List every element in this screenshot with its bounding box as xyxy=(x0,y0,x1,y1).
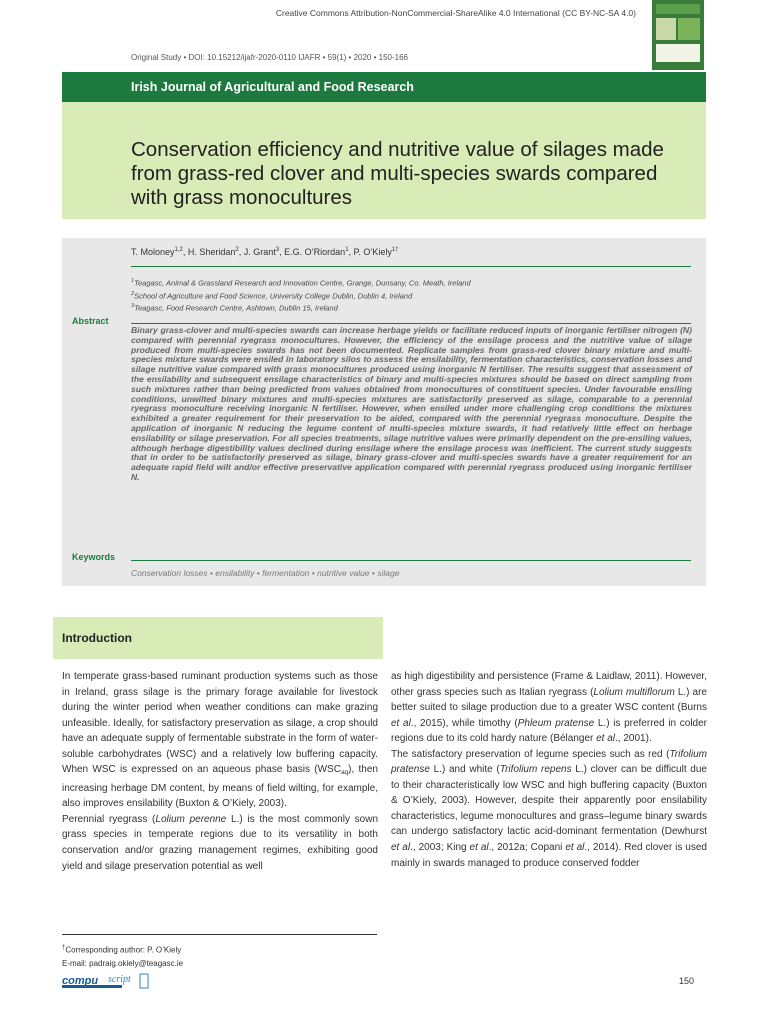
affiliation: $^3$Teagasc, Food Research Centre, Ashtown, Dublin 15, Ireland xyxy=(131,303,338,313)
journal-banner xyxy=(62,72,706,102)
keywords-text: Conservation losses • ensilability • fermentation • nutritive value • silage xyxy=(131,568,400,578)
keywords-label: Keywords xyxy=(72,552,116,562)
affiliations xyxy=(131,276,471,314)
paragraph: Perennial ryegrass (Lolium perenne L.) is the most commonly sown grass species in temperate regions due to its versatility in both conservation and/or grazing management regimes, exhibiting good yield and silage preservation potential as well xyxy=(62,813,379,872)
svg-text:script: script xyxy=(108,974,131,985)
paragraph: as high digestibility and persistence (Frame & Laidlaw, 2011). However, other grass species such as Italian ryegrass (Lolium multiflorum L.) are better suited to silage production due to a greater WSC content (Burns et al., 2015), while timothy (Phleum pratense L.) is preferred in colder regions due to its cold hardy nature (Bélanger et al., 2001). xyxy=(391,671,707,745)
author: J. Grant xyxy=(243,247,276,257)
footnote: †Corresponding author: P. O’Kiely E-mail: padraig.okiely@teagasc.ie xyxy=(62,945,184,968)
journal-name: Irish Journal of Agricultural and Food Research xyxy=(131,80,414,94)
author: T. Moloney xyxy=(131,247,175,257)
license-line: Creative Commons Attribution-NonCommercial-ShareAlike 4.0 International (CC BY-NC-SA 4.0) xyxy=(275,8,636,18)
corresponding-author: Corresponding author: P. O’Kiely xyxy=(65,945,182,955)
title-box xyxy=(62,102,706,219)
introduction-heading-box xyxy=(53,617,383,659)
svg-text:compu: compu xyxy=(62,975,99,987)
abstract-text: Binary grass-clover and multi-species swards can increase herbage yields or facilitate reduced inputs of inorganic fertiliser nitrogen (N) compared with perennial ryegrass monocultures. However, the efficiency of the ensilage process and the nutritive value of silage produced from multi-species swards has not been documented. Replicate samples from grass-red clover binary mixture and multi-species mixture swards were ensiled in laboratory silos to assess the ensilability, fermentation characteristics, conservation losses and silage nutritive value compared with grass monocultures produced using inorganic N fertiliser. The results suggest that assessment of the ensilability and subsequent ensilage characteristics of binary and multi-species mixtures should be based on direct sampling from such mixtures rather than being predicted from values obtained from monocultures of constituent species. Under favourable ensiling conditions, unwilted binary mixtures and multi-species mixtures are satisfactorily preserved as silage, comparable to a perennial ryegrass monoculture receiving inorganic N fertiliser. However, when ensiled under more challenging crop conditions the mixtures exhibited a greater requirement for their preservation to be aided, compared with the perennial ryegrass monoculture. Despite the application of inorganic N reducing the legume content of multi-species mixture swards, it had relatively little effect on herbage ensilability or silage preservation. For all species treatments, silage nutritive values were primarily dependent on the pre-ensiling values, although herbage digestibility values declined during ensilage where the ensilage process was inefficient. The current study suggests that in order to be satisfactorily preserved as silage, binary grass-clover and multi-species swards have a greater requirement for an adequate rapid field wilt and/or effective preservative application compared with perennial ryegrass produced using inorganic fertiliser N. xyxy=(131,325,692,482)
publisher-logo-icon xyxy=(62,972,152,992)
article-title: Conservation efficiency and nutritive value of silages made from grass-red clover and multi-species swards compared with grass monocultures xyxy=(131,138,664,209)
divider xyxy=(131,266,691,267)
introduction-heading: Introduction xyxy=(62,631,132,645)
journal-cover-thumbnail xyxy=(652,0,704,70)
author-list: T. Moloney$^{1,2}$, H. Sheridan$^2$, J. Grant$^3$, E.G. O’Riordan$^1$, P. O’Kiely$^{1\dagger}$ xyxy=(131,247,399,257)
body-column-right xyxy=(391,669,707,871)
doi-line: Original Study • DOI: 10.15212/ijafr-2020-0110 IJAFR • 59(1) • 2020 • 150-166 xyxy=(131,53,408,62)
affiliation: $^2$School of Agriculture and Food Science, University College Dublin, Dublin 4, Ireland xyxy=(131,290,413,300)
author: H. Sheridan xyxy=(187,247,236,257)
affiliation: $^1$Teagasc, Animal & Grassland Research and Innovation Centre, Grange, Dunsany, Co. Meath, Ireland xyxy=(131,278,471,288)
paragraph: The satisfactory preservation of legume species such as red (Trifolium pratense L.) and white (Trifolium repens L.) clover can be difficult due to their characteristically low WSC and high buffering capacity (Buxton & O’Kiely, 2003). However, despite their apparently poor ensilability characteristics, legume monocultures and grass–legume binary swards can undergo satisfactory lactic acid-dominant fermentation (Dewhurst et al., 2003; King et al., 2012a; Copani et al., 2014). Red clover is used mainly in swards managed to produce conserved fodder xyxy=(391,748,707,869)
body-column-left xyxy=(62,669,378,874)
divider xyxy=(131,323,691,324)
author-email: E-mail: padraig.okiely@teagasc.ie xyxy=(62,958,184,968)
paragraph: In temperate grass-based ruminant production systems such as those in Ireland, grass silage is the primary forage available for livestock during the winter period when weather conditions can make grazing unfeasible. Ideally, for satisfactory preservation as silage, a crop should have an adequate supply of fermentable substrate in the form of water-soluble carbohydrates (WSC) and a relatively low buffering capacity. When WSC is expressed on an aqueous phase basis $(WSC_{aq})$, then increasing herbage DM content, by means of field wilting, for example, also improves ensilability (Buxton & O’Kiely, 2003). xyxy=(62,671,378,810)
author: P. O’Kiely xyxy=(353,247,392,257)
page-number: 150 xyxy=(679,976,695,986)
author: E.G. O’Riordan xyxy=(284,247,346,257)
footnote-divider xyxy=(62,934,377,935)
abstract-label: Abstract xyxy=(72,316,109,326)
divider xyxy=(131,560,691,561)
